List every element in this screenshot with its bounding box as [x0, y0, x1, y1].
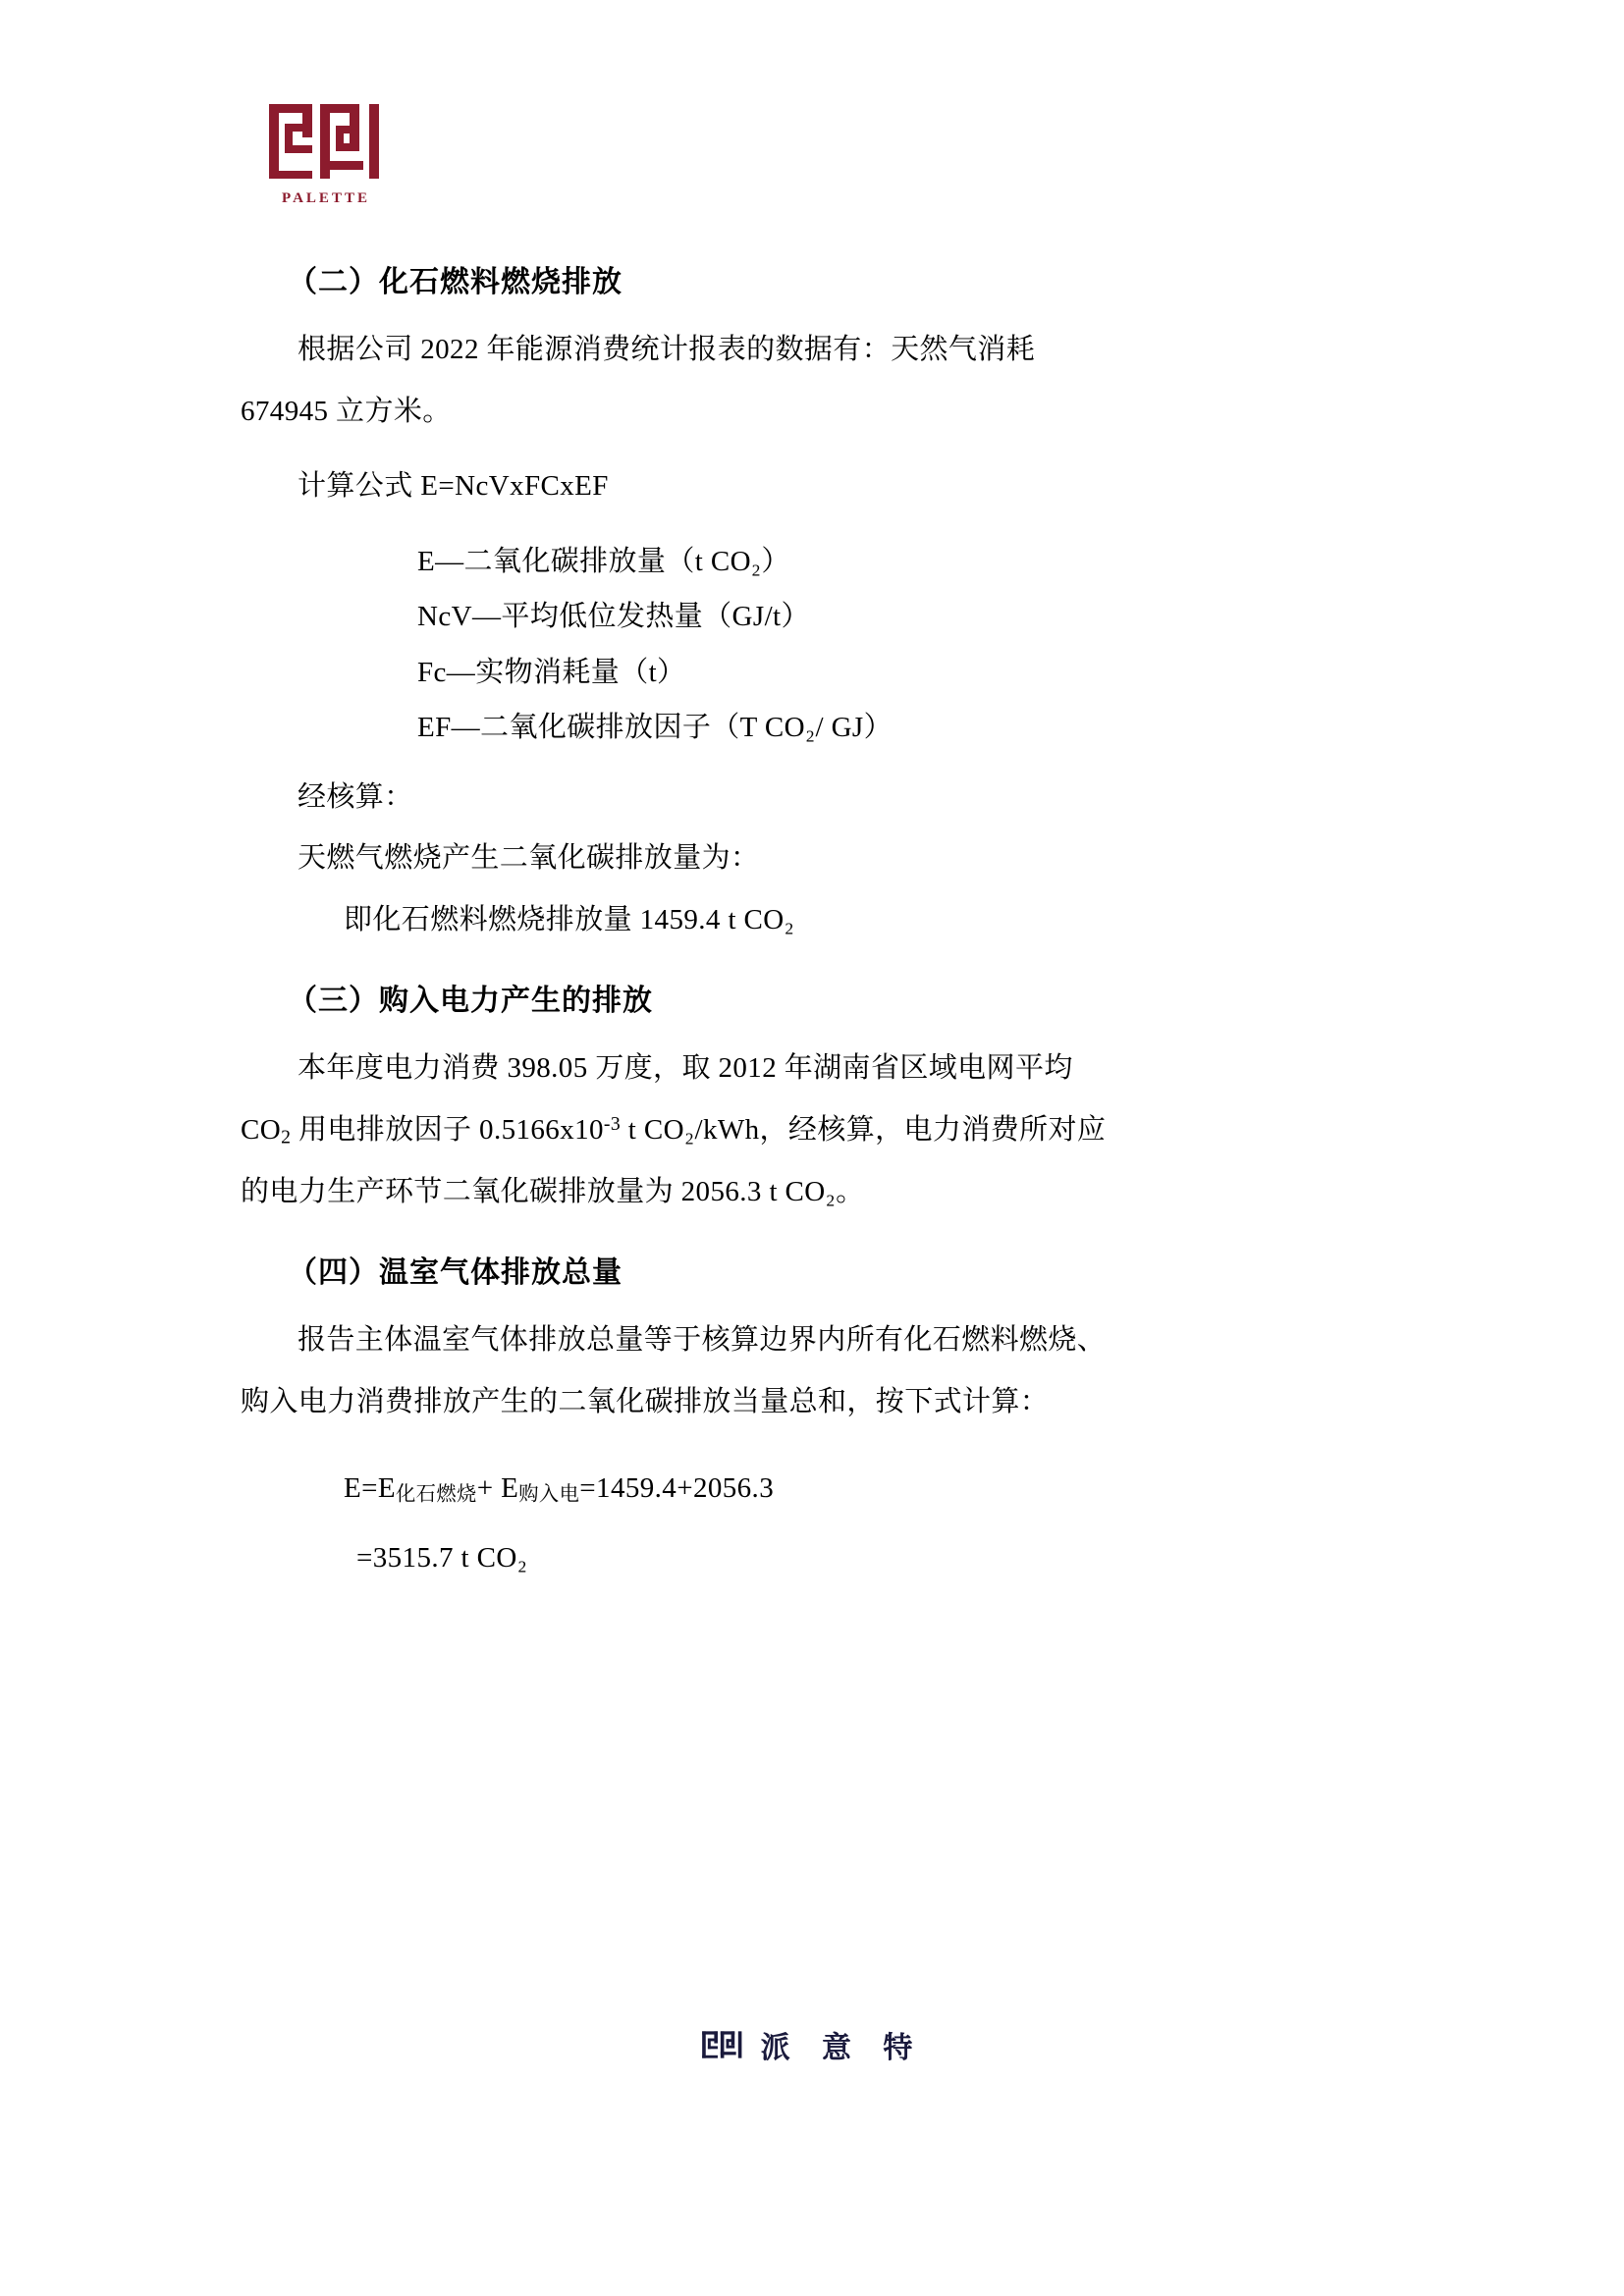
fossil-result: 即化石燃料燃烧排放量 1459.4 t CO₂ [344, 903, 795, 935]
section-heading-power: （三）购入电力产生的排放 [288, 985, 653, 1018]
co2-text: CO [241, 1114, 282, 1147]
fossil-formula: 计算公式 E=NcVxFCxEF [298, 470, 609, 503]
audit-label: 经核算： [298, 780, 413, 813]
equation-plus: + E [476, 1472, 519, 1505]
audit-line: 天燃气燃烧产生二氧化碳排放量为： [298, 842, 760, 875]
total-equation-result: =3515.7 t CO₂ [356, 1541, 528, 1574]
definition-fc: Fc—实物消耗量（t） [417, 656, 686, 688]
co2-subscript: 2 [281, 1126, 292, 1148]
power-paragraph-line2 [241, 1102, 1380, 1158]
page-footer [0, 2022, 1624, 2067]
equation-sub-power: 购入电 [518, 1483, 580, 1506]
definition-ncv: NcV—平均低位发热量（GJ/t） [417, 601, 810, 633]
section-heading-total: （四）温室气体排放总量 [288, 1256, 623, 1290]
logo-wordmark: PALETTE [282, 190, 370, 206]
total-paragraph-line1: 报告主体温室气体排放总量等于核算边界内所有化石燃料燃烧、 [298, 1324, 1107, 1357]
total-equation [241, 1461, 1380, 1517]
footer-brand: 派 意 特 [760, 2032, 925, 2064]
fossil-paragraph-line2: 674945 立方米。 [241, 395, 452, 427]
fossil-paragraph-line1: 根据公司 2022 年能源消费统计报表的数据有：天然气消耗 [298, 334, 1036, 365]
palette-seal-logo-icon [263, 96, 389, 187]
company-logo [257, 96, 395, 207]
power-factor-rest: t CO₂/kWh，经核算，电力消费所对应 [621, 1114, 1107, 1147]
equation-lhs: E=E [344, 1472, 396, 1505]
power-factor-text: 用电排放因子 0.5166x10 [291, 1114, 604, 1147]
palette-seal-logo-small-icon [700, 2022, 745, 2067]
equation-values: =1459.4+2056.3 [579, 1472, 775, 1505]
definition-ef: EF—二氧化碳排放因子（T CO₂/ GJ） [417, 712, 893, 744]
total-paragraph-line2: 购入电力消费排放产生的二氧化碳排放当量总和，按下式计算： [241, 1385, 1050, 1417]
power-paragraph-line3: 的电力生产环节二氧化碳排放量为 2056.3 t CO₂。 [241, 1175, 865, 1207]
section-heading-fossil: （二）化石燃料燃烧排放 [288, 266, 623, 298]
equation-sub-fossil: 化石燃烧 [395, 1483, 477, 1506]
power-exponent: -3 [603, 1113, 622, 1136]
definition-e: E—二氧化碳排放量（t CO₂） [417, 545, 790, 577]
power-paragraph-line1: 本年度电力消费 398.05 万度，取 2012 年湖南省区域电网平均 [298, 1052, 1073, 1085]
document-content [241, 260, 1380, 1585]
